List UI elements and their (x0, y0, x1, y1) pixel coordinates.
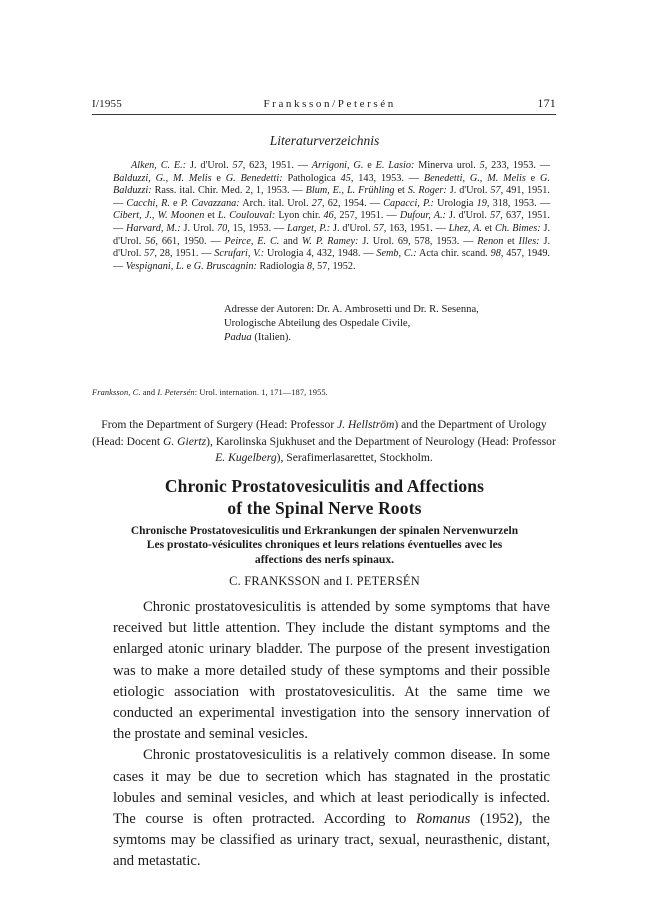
address-line-1: Adresse der Autoren: Dr. A. Ambrosetti und Dr. R. Sesenna, (224, 304, 479, 315)
literature-heading: Literaturverzeichnis (269, 133, 380, 148)
page-number: 171 (537, 96, 556, 110)
article-title-line-1: Chronic Prostatovesiculitis and Affections (164, 476, 485, 496)
article-title-line-2: of the Spinal Nerve Roots (227, 498, 422, 518)
article-body (113, 597, 550, 873)
citation-author-2: I. Petersén (157, 388, 195, 397)
article-subtitle-german: Chronische Prostatovesiculitis und Erkrankungen der spinalen Nervenwurzeln (130, 525, 519, 537)
body-paragraph-1: Chronic prostatovesiculitis is attended by some symptoms that have received but little attention. They include the distant symptoms and the enlarged atonic urinary bladder. The purpose of the present investigation was to make a more detailed study of these symptoms and their possible etiologic association with prostatovesiculitis. At the same time we conducted an experimental investigation into the sensory innervation of the prostate and seminal vesicles. (113, 599, 550, 743)
affiliation-2b: ), Karolinska Sjukhuset and the Department of (206, 434, 423, 448)
citation-author-1: Franksson, C. (92, 388, 141, 397)
body-paragraph-2a: Chronic prostatovesiculitis is a relatively common disease. In some cases it may be due to secretion which has stagnated in the prostatic lobules and seminal vesicles, and which at least periodically is infected. The course is often protracted. According to (113, 747, 550, 828)
running-head-authors: Franksson/Petersén (263, 98, 396, 110)
address-line-3 (224, 331, 554, 345)
body-citation-romanus: Romanus (415, 811, 471, 828)
article-subtitle-french-line-1: Les prostato-vésiculites chroniques et leurs relations éventuelles avec les (146, 538, 503, 551)
affiliation-1a: From the Department of Surgery (Head: Professor (101, 418, 338, 431)
header-rule (92, 114, 556, 115)
affiliation-block (92, 417, 556, 467)
address-country: (Italien). (251, 332, 292, 343)
author-address (224, 303, 554, 345)
affiliation-3a: Neurology (Head: Professor (425, 434, 556, 448)
address-line-2: Urologische Abteilung des Ospedale Civile, (224, 318, 411, 329)
affiliation-head-surgery: J. Hellström (337, 418, 395, 431)
citation-source: : Urol. internation. 1, 171—187, 1955. (194, 388, 328, 397)
article-subtitle-french-line-2: affections des nerfs spinaux. (254, 552, 395, 566)
running-head (92, 96, 556, 111)
article-subtitle-french (62, 538, 587, 567)
affiliation-head-urology: G. Giertz (163, 434, 207, 448)
references-block: Alken, C. E.: J. d'Urol. 57, 623, 1951. — Arrigoni, G. e E. Lasio: Minerva urol. 5, 233, 1953. — Balduzzi, G., M. Melis e G. Benedetti: Pathologica 45, 143, 1953. — Benedetti, G., M. Melis e G. Balduzzi: Rass. ital. Chir. Med. 2, 1, 1953. — Blum, E., L. Frühling et S. Roger: J. d'Urol. 57, 491, 1951. — Cacchi, R. e P. Cavazzana: Arch. ital. Urol. 27, 62, 1954. — Capacci, P.: Urologia 19, 318, 1953. — Cibert, J., W. Moonen et L. Coulouval: Lyon chir. 46, 257, 1951. — Dufour, A.: J. d'Urol. 57, 637, 1951. — Harvard, M.: J. Urol. 70, 15, 1953. — Larget, P.: J. d'Urol. 57, 163, 1951. — Lhez, A. et Ch. Bimes: J. d'Urol. 56, 661, 1950. — Peirce, E. C. and W. P. Ramey: J. Urol. 69, 578, 1953. — Renon et Illes: J. d'Urol. 57, 28, 1951. — Scrufari, V.: Urologia 4, 432, 1948. — Semb, C.: Acta chir. scand. 98, 457, 1949. — Vespignani, L. e G. Bruscagnin: Radiologia 8, 57, 1952. (113, 160, 551, 272)
article-citation (92, 388, 556, 397)
affiliation-2a: Urology (Head: Docent (92, 418, 547, 448)
affiliation-3b: ), Serafimerlasarettet, Stockholm. (276, 451, 433, 464)
citation-conjunction: and (140, 388, 158, 397)
article-title (62, 475, 587, 519)
body-paragraph-2 (113, 745, 550, 872)
affiliation-head-neurology: E. Kugelberg (215, 451, 277, 464)
body-paragraph-2b: (1952), the symtoms may be classified as urinary tract, sexual, neurasthenic, distant, and metastatic. (113, 811, 550, 870)
running-head-issue: I/1955 (92, 98, 122, 110)
article-authors: C. FRANKSSON and I. PETERSÉN (229, 574, 420, 588)
address-city: Padua (224, 332, 252, 343)
affiliation-1b: ) and the Department of (394, 418, 506, 431)
